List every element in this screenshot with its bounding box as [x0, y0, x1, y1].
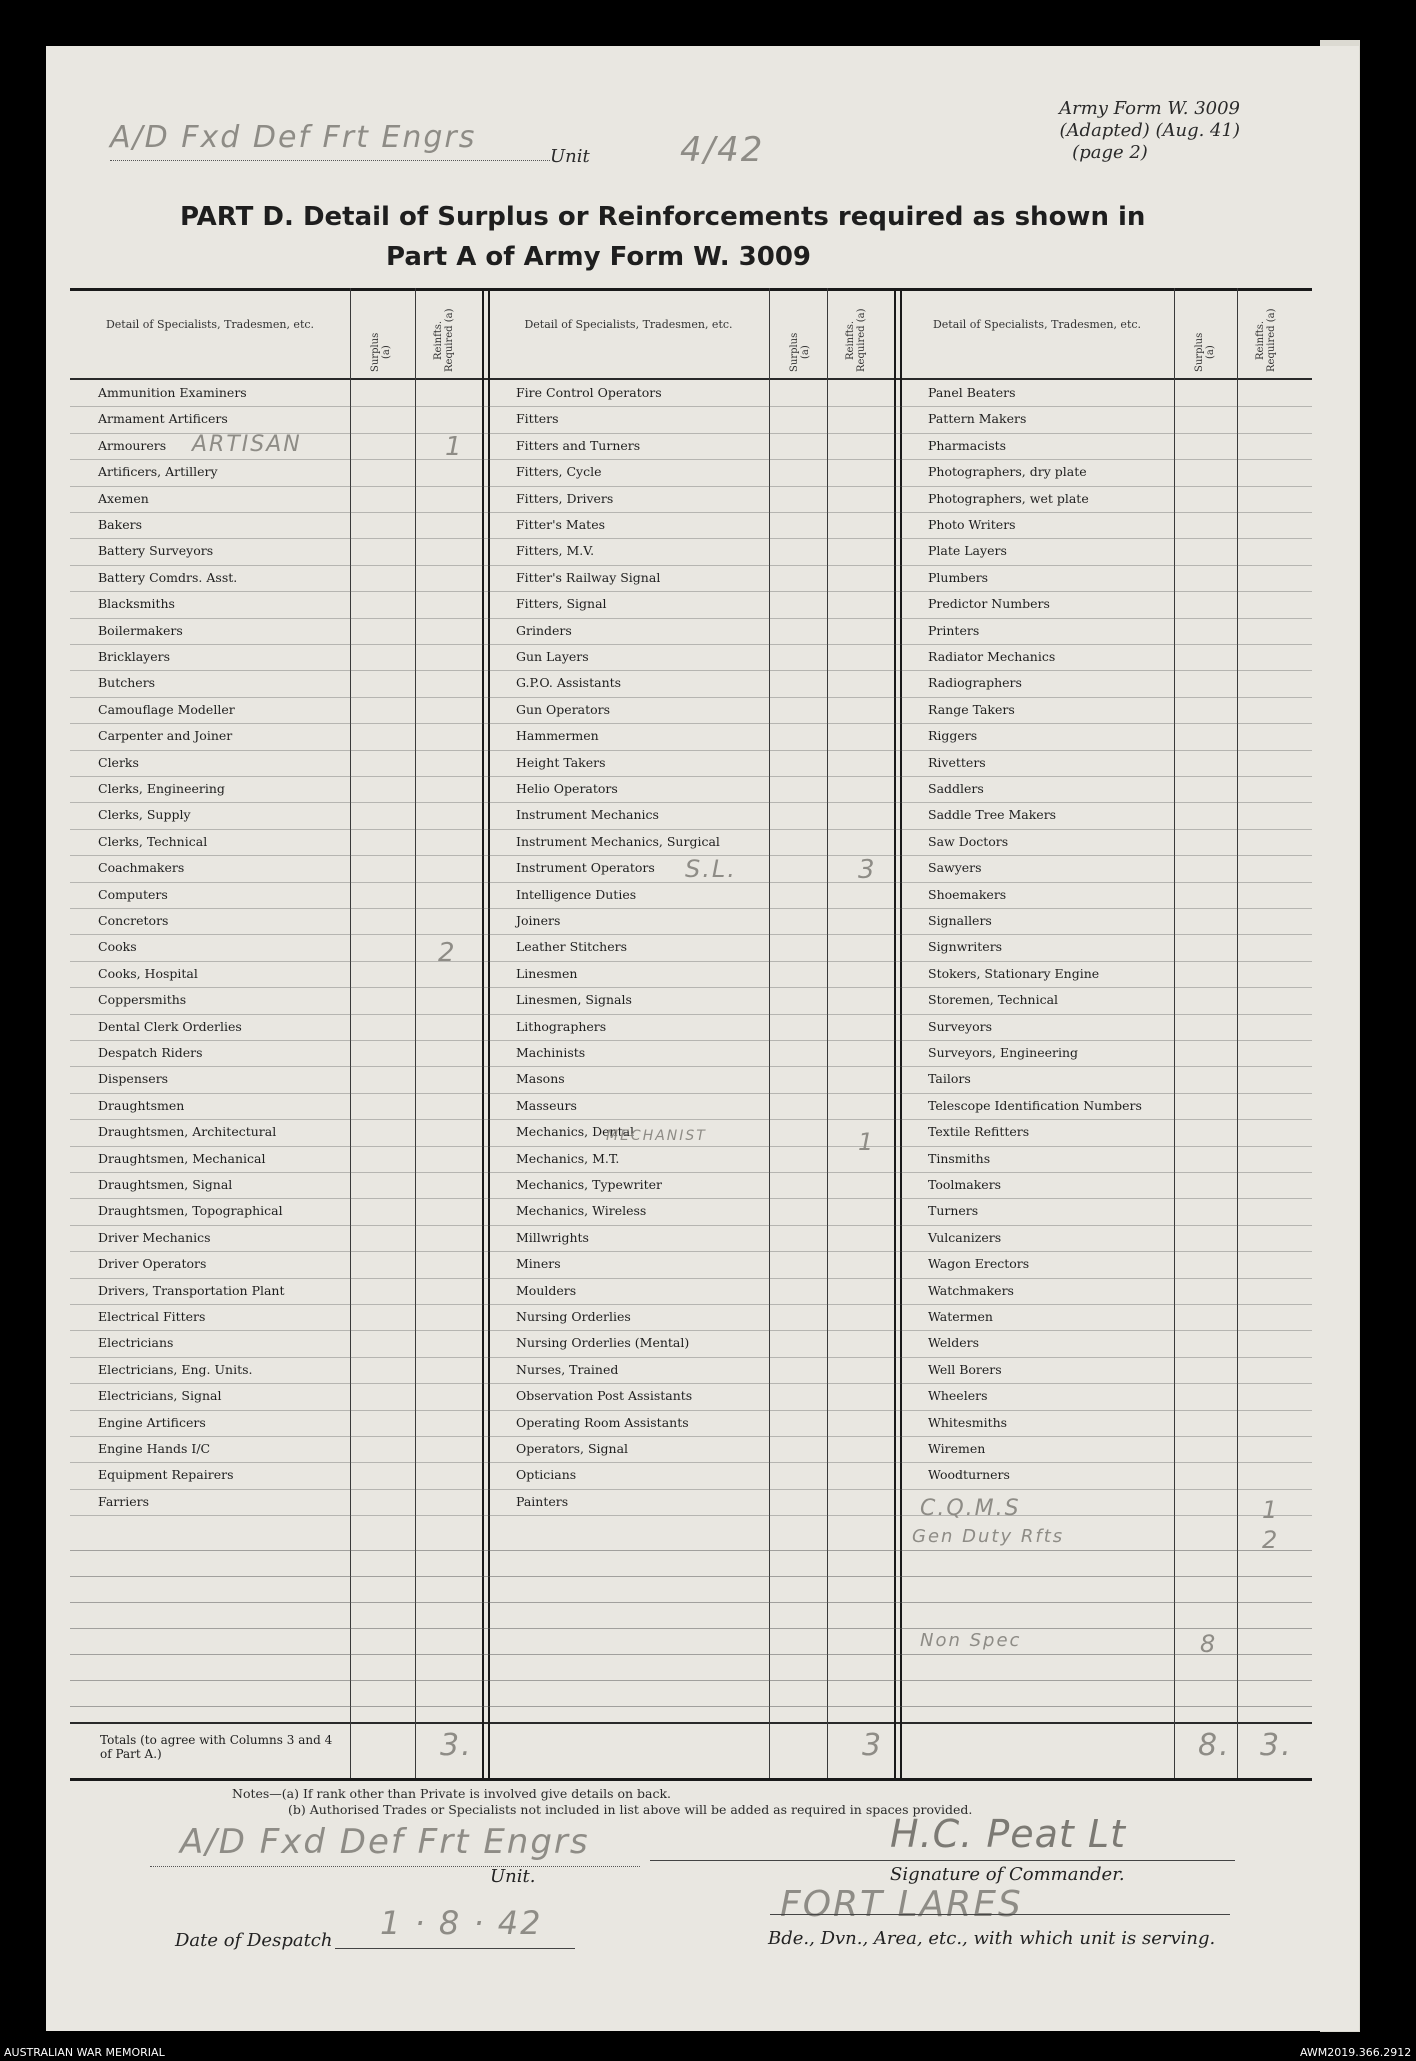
table-row-label: Fitter's Mates [516, 517, 606, 532]
table-row-label: Draughtsmen, Mechanical [98, 1151, 266, 1166]
table-row-label: Welders [928, 1335, 980, 1350]
table-row-label: Nursing Orderlies [516, 1309, 631, 1324]
caption-left: AUSTRALIAN WAR MEMORIAL [4, 2046, 165, 2059]
table-row-label: Photographers, wet plate [928, 491, 1089, 506]
form-page-number: (page 2) [1072, 142, 1148, 163]
table-row-label: Hammermen [516, 728, 599, 743]
table-row-label: Electricians, Eng. Units. [98, 1362, 253, 1377]
table-row-label: Tinsmiths [928, 1151, 991, 1166]
table-row-label: Photographers, dry plate [928, 464, 1087, 479]
table-row-label: Draughtsmen [98, 1098, 185, 1113]
table-row-label: Nursing Orderlies (Mental) [516, 1335, 690, 1350]
table-row-label: Butchers [98, 675, 156, 690]
table-bottom-rule [70, 1778, 1312, 1781]
table-row-label: Operators, Signal [516, 1441, 629, 1456]
footer-unit-line [150, 1866, 640, 1867]
row-rule [70, 459, 1312, 460]
row-rule [70, 1383, 1312, 1384]
date-despatch-label: Date of Despatch [175, 1930, 333, 1951]
table-row-label: Machinists [516, 1045, 586, 1060]
table-row-label: Clerks, Engineering [98, 781, 225, 796]
blank-row-rule [70, 1628, 1312, 1629]
table-row-label: Driver Operators [98, 1256, 207, 1271]
table-row-label: Driver Mechanics [98, 1230, 211, 1245]
row-rule [70, 802, 1312, 803]
date-handwritten: 4/42 [680, 130, 765, 170]
column-header-surplus: Surplus (a) [789, 332, 811, 372]
table-row-label: Wiremen [928, 1441, 986, 1456]
table-row-label: Axemen [98, 491, 149, 506]
table-row-label: Observation Post Assistants [516, 1388, 693, 1403]
serving-line [770, 1914, 1230, 1915]
table-row-label: Wheelers [928, 1388, 988, 1403]
blank-row-rule [70, 1706, 1312, 1707]
table-row-label: Watchmakers [928, 1283, 1014, 1298]
footer-unit-handwritten: A/D Fxd Def Frt Engrs [180, 1822, 590, 1862]
table-row-label: Clerks, Supply [98, 807, 191, 822]
table-row-label: Leather Stitchers [516, 939, 628, 954]
table-row-label: Engine Hands I/C [98, 1441, 211, 1456]
table-row-label: Masseurs [516, 1098, 577, 1113]
table-header-rule [70, 378, 1312, 380]
form-adapted: (Adapted) (Aug. 41) [1059, 120, 1240, 141]
column-header-surplus: Surplus (a) [370, 332, 392, 372]
table-row-label: Tailors [928, 1071, 971, 1086]
table-row-label: Armament Artificers [98, 411, 228, 426]
table-row-label: Miners [516, 1256, 561, 1271]
table-row-label: Woodturners [928, 1467, 1010, 1482]
totals-rule [70, 1722, 1312, 1724]
blank-row-rule [70, 1680, 1312, 1681]
table-row-label: Clerks [98, 755, 139, 770]
mech-dental-reinf-value: 1 [858, 1128, 876, 1156]
table-row-label: Fitters, Drivers [516, 491, 614, 506]
table-row-label: Telescope Identification Numbers [928, 1098, 1142, 1113]
table-row-label: Cooks, Hospital [98, 966, 198, 981]
row-rule [70, 697, 1312, 698]
column-header-reinfts: Reinfts. Required (a) [1255, 308, 1277, 372]
table-row-label: Vulcanizers [928, 1230, 1002, 1245]
extra-cqms-value: 1 [1262, 1496, 1280, 1524]
blank-row-rule [70, 1550, 1312, 1551]
table-row-label: Storemen, Technical [928, 992, 1059, 1007]
table-row-label: Gun Layers [516, 649, 589, 664]
page-title: PART D. Detail of Surplus or Reinforcements required as shown in [180, 202, 1146, 232]
table-row-label: Instrument Mechanics [516, 807, 659, 822]
row-rule [70, 512, 1312, 513]
table-row-label: Mechanics, Dental [516, 1124, 635, 1139]
page-subtitle: Part A of Army Form W. 3009 [386, 242, 812, 272]
table-row-label: Draughtsmen, Topographical [98, 1203, 283, 1218]
row-rule [70, 1410, 1312, 1411]
table-row-label: Engine Artificers [98, 1415, 206, 1430]
row-rule [70, 670, 1312, 671]
row-rule [70, 750, 1312, 751]
table-row-label: Battery Surveyors [98, 543, 214, 558]
table-row-label: Photo Writers [928, 517, 1016, 532]
row-rule [70, 1357, 1312, 1358]
table-row-label: Computers [98, 887, 168, 902]
table-row-label: Bricklayers [98, 649, 171, 664]
serving-handwritten: FORT LARES [780, 1884, 1023, 1925]
extra-gen-duty-value: 2 [1262, 1526, 1280, 1554]
table-row-label: Turners [928, 1203, 979, 1218]
table-row-label: Boilermakers [98, 623, 183, 638]
table-row-label: Signallers [928, 913, 992, 928]
table-row-label: Rivetters [928, 755, 986, 770]
row-rule [70, 1225, 1312, 1226]
caption-right: AWM2019.366.2912 [1300, 2046, 1412, 2059]
signature-label: Signature of Commander. [890, 1864, 1125, 1885]
instr-op-note: S.L. [685, 855, 737, 883]
table-row-label: Wagon Erectors [928, 1256, 1030, 1271]
table-row-label: Carpenter and Joiner [98, 728, 233, 743]
table-row-label: Drivers, Transportation Plant [98, 1283, 285, 1298]
table-row-label: Panel Beaters [928, 385, 1016, 400]
row-rule [70, 1172, 1312, 1173]
table-row-label: Surveyors [928, 1019, 993, 1034]
table-row-label: Fitters, Signal [516, 596, 607, 611]
table-row-label: Surveyors, Engineering [928, 1045, 1079, 1060]
table-row-label: Gun Operators [516, 702, 611, 717]
table-row-label: Saddlers [928, 781, 984, 796]
instr-op-reinf-value: 3 [858, 855, 877, 885]
row-rule [70, 1462, 1312, 1463]
table-row-label: Electrical Fitters [98, 1309, 206, 1324]
table-row-label: G.P.O. Assistants [516, 675, 622, 690]
cooks-reinf-value: 2 [438, 938, 457, 968]
row-rule [70, 723, 1312, 724]
table-row-label: Height Takers [516, 755, 606, 770]
blank-row-rule [70, 1576, 1312, 1577]
unit-handwritten: A/D Fxd Def Frt Engrs [110, 120, 477, 155]
table-row-label: Mechanics, M.T. [516, 1151, 620, 1166]
table-row-label: Joiners [516, 913, 561, 928]
table-row-label: Fitters, M.V. [516, 543, 595, 558]
table-row-label: Dental Clerk Orderlies [98, 1019, 242, 1034]
table-row-label: Saddle Tree Makers [928, 807, 1057, 822]
table-row-label: Linesmen, Signals [516, 992, 632, 1007]
table-row-label: Radiographers [928, 675, 1022, 690]
table-row-label: Linesmen [516, 966, 578, 981]
row-rule [70, 1093, 1312, 1094]
armourers-note: ARTISAN [192, 432, 302, 457]
note-b: (b) Authorised Trades or Specialists not included in list above will be added as required in spaces provided. [288, 1802, 973, 1817]
table-row-label: Electricians [98, 1335, 174, 1350]
note-a: Notes—(a) If rank other than Private is involved give details on back. [232, 1786, 672, 1801]
row-rule [70, 486, 1312, 487]
extra-cqms: C.Q.M.S [920, 1496, 1021, 1521]
table-row-label: Range Takers [928, 702, 1015, 717]
table-row-label: Sawyers [928, 860, 982, 875]
row-rule [70, 934, 1312, 935]
table-row-label: Saw Doctors [928, 834, 1009, 849]
column-header-detail: Detail of Specialists, Tradesmen, etc. [932, 318, 1142, 331]
table-row-label: Equipment Repairers [98, 1467, 234, 1482]
row-rule [70, 644, 1312, 645]
unit-label: Unit [550, 146, 590, 167]
table-row-label: Mechanics, Typewriter [516, 1177, 662, 1192]
row-rule [70, 1515, 1312, 1516]
row-rule [70, 1330, 1312, 1331]
table-row-label: Helio Operators [516, 781, 618, 796]
table-row-label: Draughtsmen, Architectural [98, 1124, 277, 1139]
table-row-label: Lithographers [516, 1019, 607, 1034]
row-rule [70, 1251, 1312, 1252]
extra-non-spec: Non Spec [920, 1630, 1022, 1651]
row-rule [70, 1040, 1312, 1041]
row-rule [70, 1066, 1312, 1067]
table-row-label: Plumbers [928, 570, 989, 585]
table-row-label: Fitters, Cycle [516, 464, 602, 479]
table-row-label: Coachmakers [98, 860, 185, 875]
table-row-label: Cooks [98, 939, 137, 954]
row-rule [70, 1278, 1312, 1279]
table-row-label: Dispensers [98, 1071, 169, 1086]
table-row-label: Draughtsmen, Signal [98, 1177, 233, 1192]
table-row-label: Textile Refitters [928, 1124, 1030, 1139]
table-row-label: Plate Layers [928, 543, 1007, 558]
row-rule [70, 406, 1312, 407]
total-col3-surplus: 8. [1198, 1728, 1231, 1763]
extra-non-spec-value: 8 [1200, 1630, 1218, 1658]
table-row-label: Stokers, Stationary Engine [928, 966, 1100, 981]
table-row-label: Opticians [516, 1467, 577, 1482]
table-row-label: Operating Room Assistants [516, 1415, 689, 1430]
table-row-label: Ammunition Examiners [98, 385, 247, 400]
table-row-label: Electricians, Signal [98, 1388, 222, 1403]
table-row-label: Moulders [516, 1283, 577, 1298]
table-row-label: Fire Control Operators [516, 385, 662, 400]
table-row-label: Pattern Makers [928, 411, 1027, 426]
row-rule [70, 1146, 1312, 1147]
column-header-surplus: Surplus (a) [1194, 332, 1216, 372]
table-row-label: Artificers, Artillery [98, 464, 218, 479]
table-row-label: Farriers [98, 1494, 150, 1509]
row-rule [70, 538, 1312, 539]
signature-line [650, 1860, 1235, 1861]
total-col1-reinf: 3. [440, 1728, 473, 1763]
row-rule [70, 829, 1312, 830]
blank-row-rule [70, 1654, 1312, 1655]
table-row-label: Pharmacists [928, 438, 1007, 453]
table-row-label: Shoemakers [928, 887, 1007, 902]
row-rule [70, 565, 1312, 566]
total-col3-reinf: 3. [1260, 1728, 1293, 1763]
row-rule [70, 1436, 1312, 1437]
table-row-label: Whitesmiths [928, 1415, 1008, 1430]
commander-signature: H.C. Peat Lt [890, 1812, 1126, 1856]
table-row-label: Grinders [516, 623, 572, 638]
date-despatch-handwritten: 1 · 8 · 42 [380, 1904, 543, 1942]
row-rule [70, 1304, 1312, 1305]
form-number: Army Form W. 3009 [1059, 98, 1240, 119]
row-rule [70, 1119, 1312, 1120]
row-rule [70, 987, 1312, 988]
table-row-label: Armourers [98, 438, 167, 453]
row-rule [70, 1014, 1312, 1015]
table-row-label: Instrument Mechanics, Surgical [516, 834, 720, 849]
total-col2-reinf: 3 [862, 1728, 884, 1763]
table-row-label: Blacksmiths [98, 596, 175, 611]
table-row-label: Instrument Operators [516, 860, 655, 875]
table-row-label: Signwriters [928, 939, 1003, 954]
table-row-label: Watermen [928, 1309, 993, 1324]
table-top-rule [70, 288, 1312, 291]
table-row-label: Battery Comdrs. Asst. [98, 570, 238, 585]
table-row-label: Radiator Mechanics [928, 649, 1056, 664]
table-row-label: Fitters [516, 411, 559, 426]
table-row-label: Intelligence Duties [516, 887, 637, 902]
blank-row-rule [70, 1602, 1312, 1603]
table-row-label: Coppersmiths [98, 992, 187, 1007]
table-row-label: Bakers [98, 517, 143, 532]
table-row-label: Clerks, Technical [98, 834, 208, 849]
table-row-label: Predictor Numbers [928, 596, 1050, 611]
row-rule [70, 1489, 1312, 1490]
row-rule [70, 961, 1312, 962]
row-rule [70, 908, 1312, 909]
table-row-label: Despatch Riders [98, 1045, 203, 1060]
row-rule [70, 591, 1312, 592]
mech-dental-note: MECHANIST [606, 1128, 707, 1144]
table-row-label: Well Borers [928, 1362, 1002, 1377]
footer-unit-label: Unit. [490, 1866, 536, 1887]
extra-gen-duty: Gen Duty Rfts [912, 1526, 1065, 1547]
table-row-label: Toolmakers [928, 1177, 1002, 1192]
row-rule [70, 618, 1312, 619]
row-rule [70, 776, 1312, 777]
column-header-reinfts: Reinfts. Required (a) [433, 308, 455, 372]
serving-label: Bde., Dvn., Area, etc., with which unit is serving. [768, 1928, 1216, 1949]
table-row-label: Nurses, Trained [516, 1362, 619, 1377]
column-header-detail: Detail of Specialists, Tradesmen, etc. [524, 318, 733, 331]
table-row-label: Printers [928, 623, 980, 638]
table-row-label: Painters [516, 1494, 569, 1509]
column-header-detail: Detail of Specialists, Tradesmen, etc. [105, 318, 315, 331]
table-row-label: Fitters and Turners [516, 438, 641, 453]
table-row-label: Concretors [98, 913, 169, 928]
table-row-label: Fitter's Railway Signal [516, 570, 661, 585]
table-row-label: Millwrights [516, 1230, 589, 1245]
table-row-label: Riggers [928, 728, 978, 743]
row-rule [70, 1198, 1312, 1199]
armourers-reinf-value: 1 [445, 432, 464, 462]
totals-label: Totals (to agree with Columns 3 and 4 of Part A.) [100, 1733, 333, 1761]
column-header-reinfts: Reinfts. Required (a) [845, 308, 867, 372]
date-despatch-line [335, 1948, 575, 1949]
table-row-label: Mechanics, Wireless [516, 1203, 647, 1218]
table-row-label: Masons [516, 1071, 565, 1086]
table-row-label: Camouflage Modeller [98, 702, 235, 717]
